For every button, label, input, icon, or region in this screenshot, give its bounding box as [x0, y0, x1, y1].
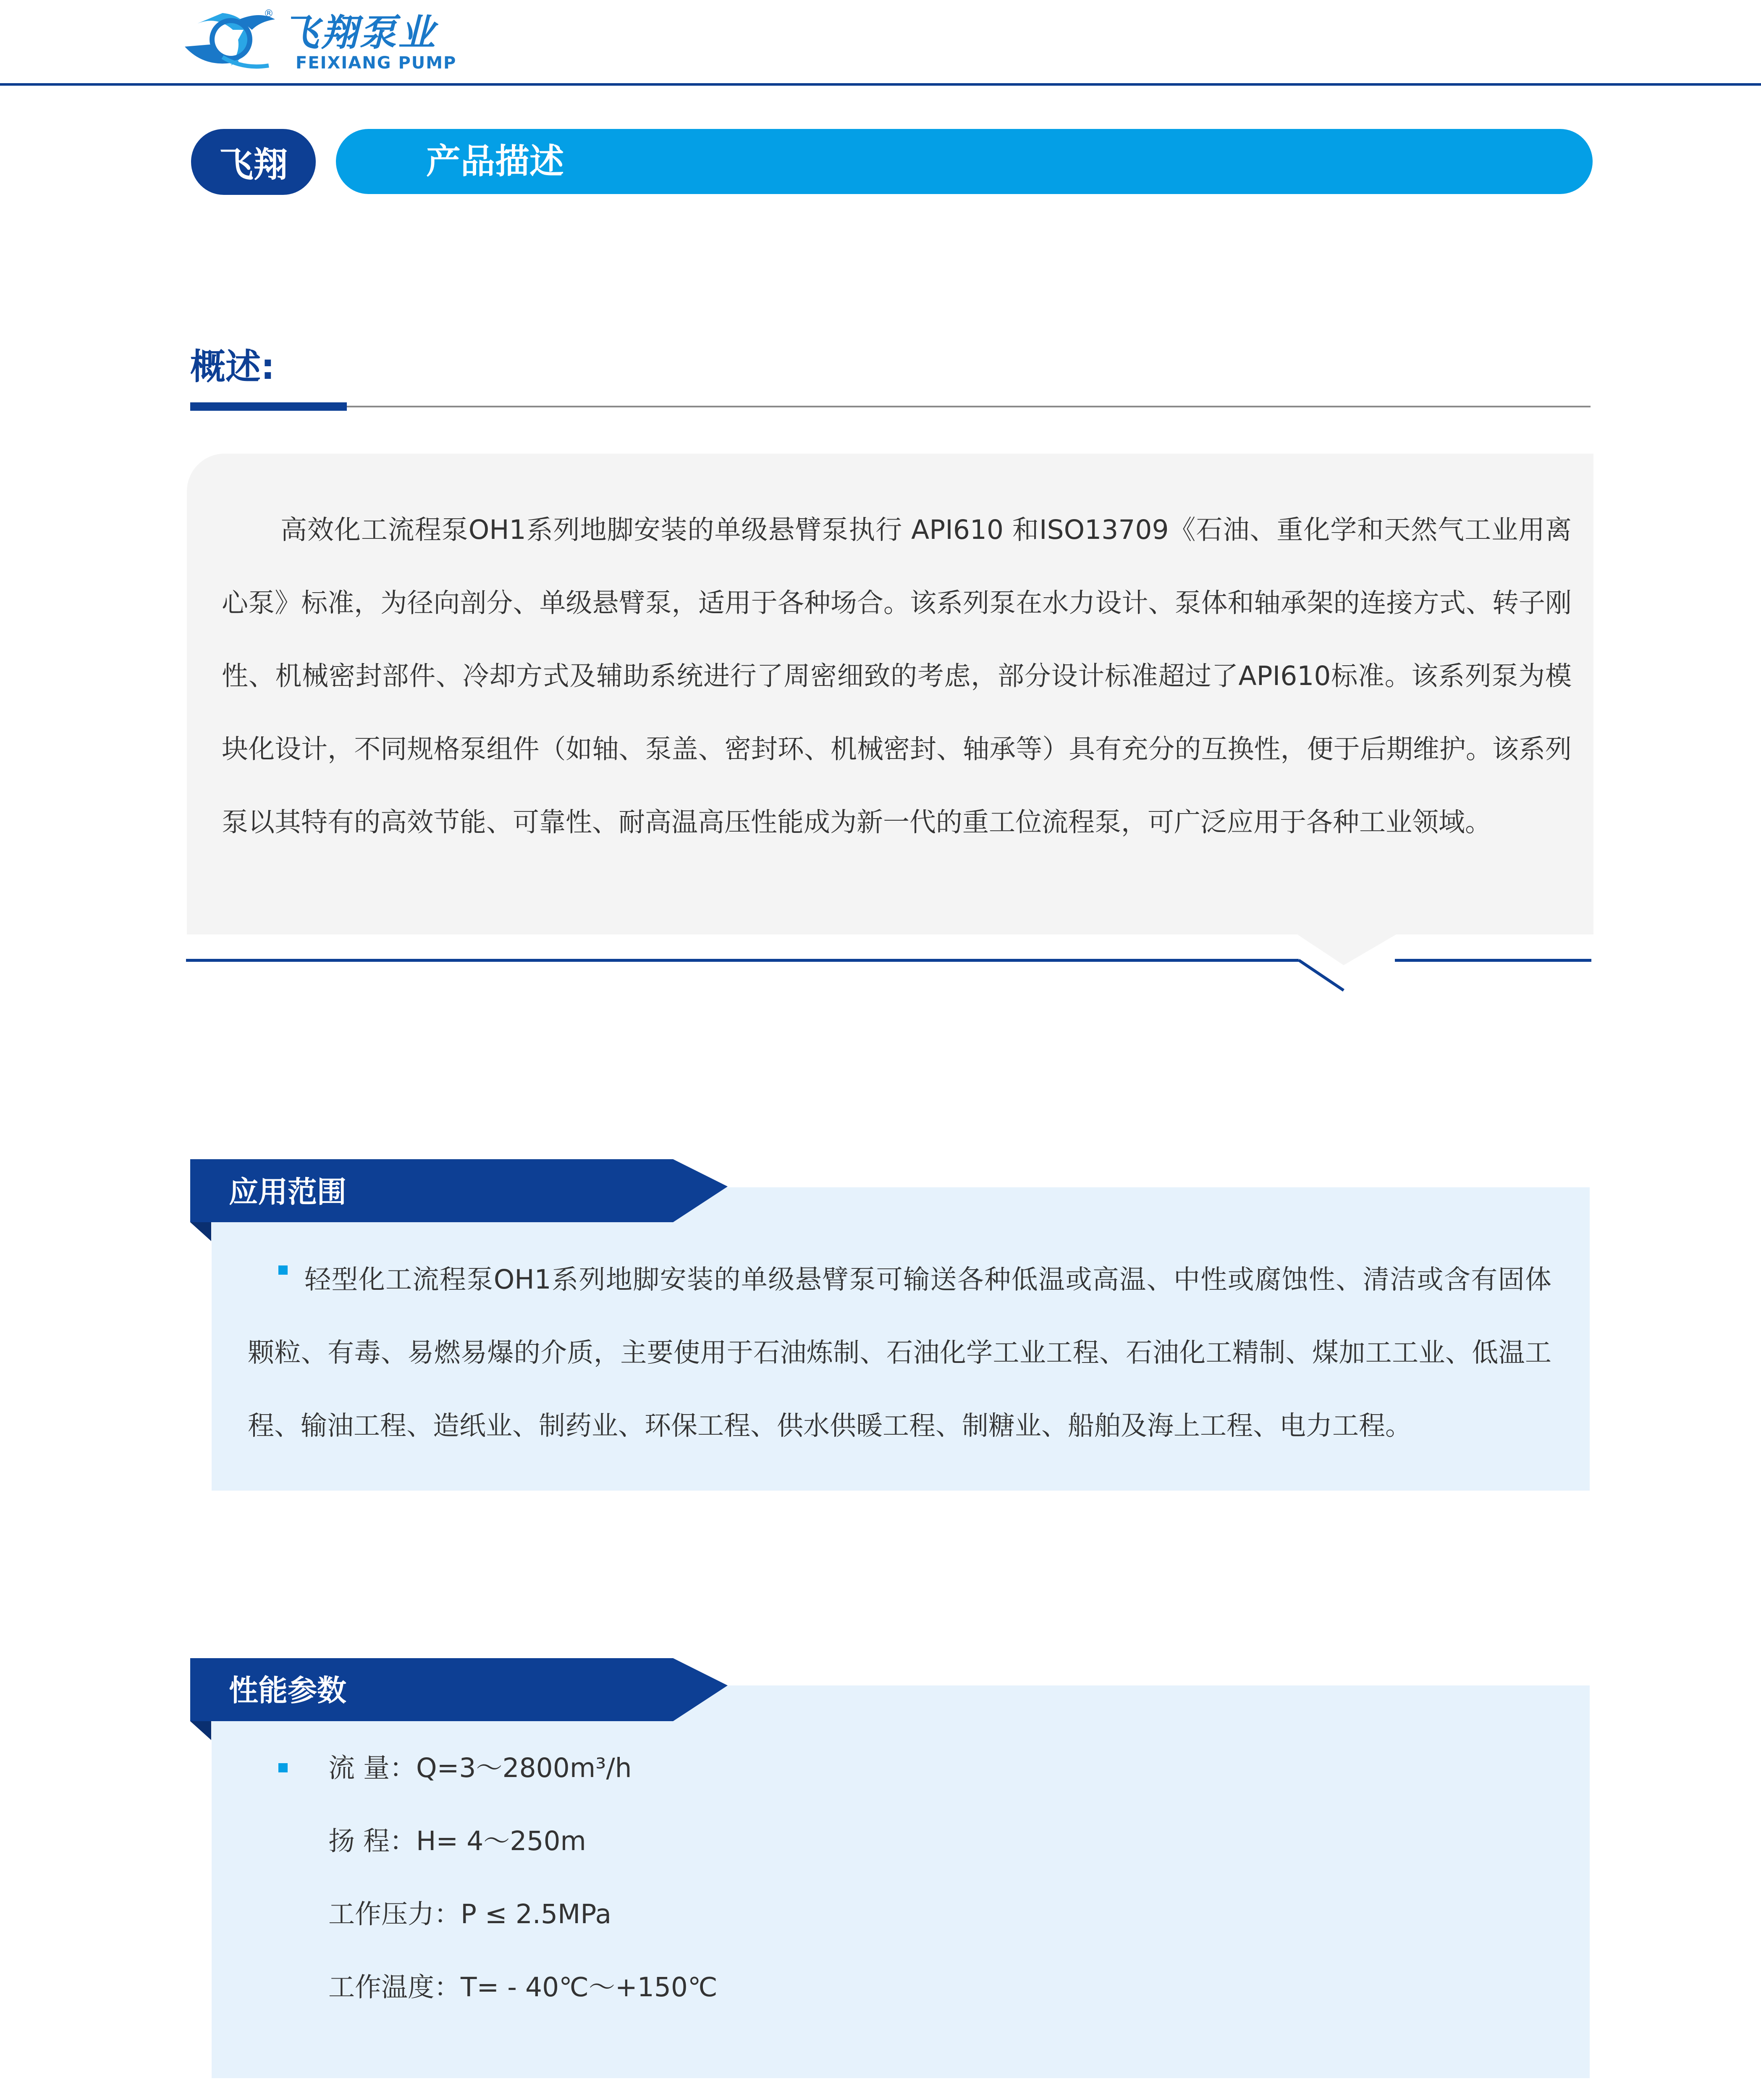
overview-text: 高效化工流程泵OH1系列地脚安装的单级悬臂泵执行 API610 和ISO13709《石油、重化学和天然气工业用离心泵》标准，为径向剖分、单级悬臂泵，适用于各种场合。该系列泵在水力设计、泵体和轴承架的连接方式、转子刚性、机械密封部件、冷却方式及辅助系统进行了周密细致的考虑，部分设计标准超过了API610标准。该系列泵为模块化设计，不同规格泵组件（如轴、泵盖、密封环、机械密封、轴承等）具有充分的互换性，便于后期维护。该系列泵以其特有的高效节能、可靠性、耐高温高压性能成为新一代的重工位流程泵，可广泛应用于各种工业领域。 — [222, 514, 1572, 837]
param-pressure: 工作压力：P ≤ 2.5MPa — [328, 1899, 612, 1929]
overview-underline — [190, 406, 1591, 407]
param-flow: 流 量：Q=3～2800m³/h — [328, 1753, 632, 1783]
application-text: 轻型化工流程泵OH1系列地脚安装的单级悬臂泵可输送各种低温或高温、中性或腐蚀性、清洁或含有固体颗粒、有毒、易燃易爆的介质，主要使用于石油炼制、石油化学工业工程、石油化工精制、煤加工工业、低温工程、输油工程、造纸业、制药业、环保工程、供水供暖工程、制糖业、船舶及海上工程、电力工程。 — [248, 1264, 1551, 1441]
overview-bottom-line — [186, 959, 1299, 962]
speech-notch-icon — [1293, 934, 1400, 992]
brand-name: 飞翔泵业 — [282, 11, 437, 54]
overview-underline-accent — [190, 402, 347, 411]
registered-mark: ® — [264, 8, 274, 19]
brand-name-en: FEIXIANG PUMP — [296, 53, 457, 73]
overview-heading: 概述: — [190, 346, 275, 387]
header-divider — [0, 83, 1761, 86]
performance-label: 性能参数 — [229, 1673, 346, 1708]
param-head: 扬 程：H= 4～250m — [328, 1826, 586, 1856]
param-temperature: 工作温度：T= - 40℃～+150℃ — [328, 1972, 718, 2003]
page-title: 产品描述 — [426, 142, 564, 181]
pump-emblem-icon — [181, 7, 277, 80]
overview-bottom-line-right — [1395, 959, 1591, 962]
application-label: 应用范围 — [229, 1175, 346, 1209]
section-tag: 飞翔 — [191, 129, 316, 195]
square-bullet-icon — [278, 1763, 288, 1772]
